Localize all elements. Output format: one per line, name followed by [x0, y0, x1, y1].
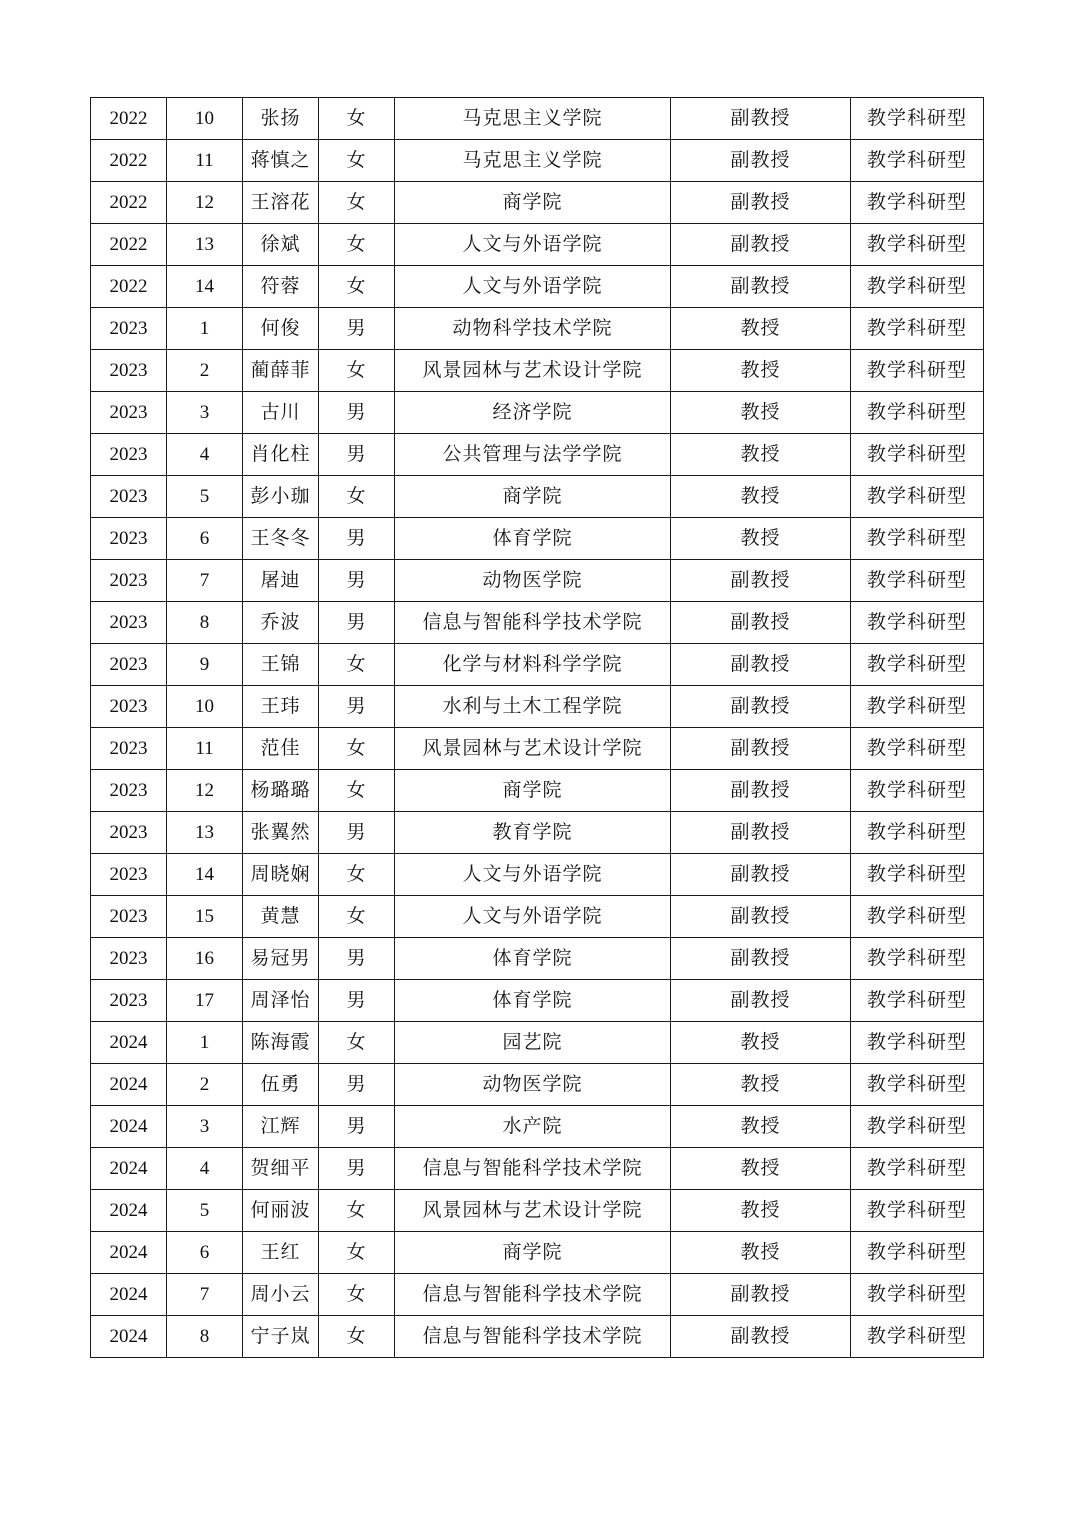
- cell-number: 5: [167, 1190, 243, 1232]
- cell-year: 2023: [91, 938, 167, 980]
- cell-year: 2022: [91, 224, 167, 266]
- cell-number: 5: [167, 476, 243, 518]
- table-row: [91, 686, 984, 728]
- cell-number: 16: [167, 938, 243, 980]
- cell-title: 副教授: [671, 770, 851, 812]
- cell-college: 马克思主义学院: [395, 98, 671, 140]
- cell-name: 王红: [243, 1232, 319, 1274]
- cell-college: 动物医学院: [395, 1064, 671, 1106]
- cell-name: 何丽波: [243, 1190, 319, 1232]
- cell-gender: 女: [319, 1316, 395, 1358]
- cell-title: 副教授: [671, 98, 851, 140]
- cell-year: 2023: [91, 476, 167, 518]
- cell-title: 副教授: [671, 560, 851, 602]
- cell-title: 教授: [671, 518, 851, 560]
- cell-college: 商学院: [395, 476, 671, 518]
- cell-title: 副教授: [671, 602, 851, 644]
- table-row: [91, 266, 984, 308]
- cell-college: 商学院: [395, 1232, 671, 1274]
- cell-name: 周泽怡: [243, 980, 319, 1022]
- cell-year: 2023: [91, 308, 167, 350]
- cell-year: 2023: [91, 728, 167, 770]
- cell-gender: 女: [319, 644, 395, 686]
- cell-name: 蔺薛菲: [243, 350, 319, 392]
- table-row: [91, 1316, 984, 1358]
- table-row: [91, 896, 984, 938]
- cell-year: 2023: [91, 602, 167, 644]
- cell-number: 2: [167, 1064, 243, 1106]
- cell-gender: 女: [319, 770, 395, 812]
- table-row: [91, 854, 984, 896]
- table-row: [91, 644, 984, 686]
- cell-type: 教学科研型: [851, 350, 984, 392]
- cell-college: 商学院: [395, 182, 671, 224]
- cell-gender: 女: [319, 1274, 395, 1316]
- cell-gender: 男: [319, 1064, 395, 1106]
- cell-title: 副教授: [671, 896, 851, 938]
- cell-college: 体育学院: [395, 980, 671, 1022]
- table-row: [91, 602, 984, 644]
- cell-year: 2023: [91, 434, 167, 476]
- cell-type: 教学科研型: [851, 98, 984, 140]
- cell-year: 2022: [91, 98, 167, 140]
- cell-type: 教学科研型: [851, 602, 984, 644]
- table-row: [91, 350, 984, 392]
- table-row: [91, 980, 984, 1022]
- table-row: [91, 518, 984, 560]
- cell-name: 王锦: [243, 644, 319, 686]
- cell-type: 教学科研型: [851, 182, 984, 224]
- cell-name: 张翼然: [243, 812, 319, 854]
- cell-title: 教授: [671, 1022, 851, 1064]
- cell-college: 人文与外语学院: [395, 854, 671, 896]
- cell-college: 信息与智能科学技术学院: [395, 1274, 671, 1316]
- cell-number: 13: [167, 224, 243, 266]
- cell-college: 信息与智能科学技术学院: [395, 1148, 671, 1190]
- cell-year: 2023: [91, 686, 167, 728]
- cell-name: 易冠男: [243, 938, 319, 980]
- cell-college: 体育学院: [395, 518, 671, 560]
- cell-gender: 女: [319, 896, 395, 938]
- cell-title: 副教授: [671, 140, 851, 182]
- table-row: [91, 938, 984, 980]
- table-row: [91, 98, 984, 140]
- cell-number: 3: [167, 1106, 243, 1148]
- cell-type: 教学科研型: [851, 1274, 984, 1316]
- cell-type: 教学科研型: [851, 1232, 984, 1274]
- cell-year: 2024: [91, 1232, 167, 1274]
- cell-name: 彭小珈: [243, 476, 319, 518]
- cell-type: 教学科研型: [851, 938, 984, 980]
- cell-name: 江辉: [243, 1106, 319, 1148]
- cell-year: 2023: [91, 980, 167, 1022]
- cell-number: 11: [167, 140, 243, 182]
- table-row: [91, 392, 984, 434]
- cell-type: 教学科研型: [851, 434, 984, 476]
- cell-name: 周晓娴: [243, 854, 319, 896]
- cell-number: 10: [167, 686, 243, 728]
- cell-number: 13: [167, 812, 243, 854]
- cell-gender: 女: [319, 350, 395, 392]
- cell-year: 2024: [91, 1190, 167, 1232]
- cell-college: 人文与外语学院: [395, 266, 671, 308]
- cell-number: 12: [167, 770, 243, 812]
- cell-gender: 女: [319, 224, 395, 266]
- cell-type: 教学科研型: [851, 1190, 984, 1232]
- table-row: [91, 770, 984, 812]
- cell-type: 教学科研型: [851, 1106, 984, 1148]
- cell-college: 教育学院: [395, 812, 671, 854]
- table-row: [91, 560, 984, 602]
- cell-type: 教学科研型: [851, 812, 984, 854]
- table-row: [91, 140, 984, 182]
- table-row: [91, 1106, 984, 1148]
- cell-number: 17: [167, 980, 243, 1022]
- cell-title: 教授: [671, 350, 851, 392]
- cell-gender: 男: [319, 938, 395, 980]
- cell-type: 教学科研型: [851, 392, 984, 434]
- cell-type: 教学科研型: [851, 644, 984, 686]
- cell-title: 副教授: [671, 728, 851, 770]
- cell-title: 教授: [671, 1148, 851, 1190]
- cell-name: 屠迪: [243, 560, 319, 602]
- cell-type: 教学科研型: [851, 308, 984, 350]
- cell-gender: 女: [319, 1022, 395, 1064]
- cell-year: 2023: [91, 392, 167, 434]
- table-row: [91, 308, 984, 350]
- cell-name: 宁子岚: [243, 1316, 319, 1358]
- cell-year: 2024: [91, 1316, 167, 1358]
- cell-college: 体育学院: [395, 938, 671, 980]
- cell-gender: 女: [319, 140, 395, 182]
- cell-name: 蒋慎之: [243, 140, 319, 182]
- cell-college: 化学与材料科学学院: [395, 644, 671, 686]
- cell-college: 公共管理与法学学院: [395, 434, 671, 476]
- cell-number: 7: [167, 560, 243, 602]
- cell-type: 教学科研型: [851, 476, 984, 518]
- cell-type: 教学科研型: [851, 224, 984, 266]
- cell-name: 何俊: [243, 308, 319, 350]
- cell-name: 王溶花: [243, 182, 319, 224]
- cell-type: 教学科研型: [851, 518, 984, 560]
- cell-number: 7: [167, 1274, 243, 1316]
- cell-gender: 女: [319, 854, 395, 896]
- cell-title: 教授: [671, 1232, 851, 1274]
- cell-college: 动物科学技术学院: [395, 308, 671, 350]
- cell-type: 教学科研型: [851, 1064, 984, 1106]
- cell-title: 副教授: [671, 854, 851, 896]
- cell-type: 教学科研型: [851, 854, 984, 896]
- cell-title: 副教授: [671, 266, 851, 308]
- cell-type: 教学科研型: [851, 560, 984, 602]
- cell-name: 伍勇: [243, 1064, 319, 1106]
- cell-number: 4: [167, 1148, 243, 1190]
- cell-gender: 男: [319, 812, 395, 854]
- cell-college: 水产院: [395, 1106, 671, 1148]
- cell-name: 张扬: [243, 98, 319, 140]
- cell-number: 3: [167, 392, 243, 434]
- cell-college: 信息与智能科学技术学院: [395, 602, 671, 644]
- cell-year: 2023: [91, 812, 167, 854]
- cell-number: 14: [167, 854, 243, 896]
- cell-name: 古川: [243, 392, 319, 434]
- cell-name: 肖化柱: [243, 434, 319, 476]
- cell-gender: 男: [319, 1106, 395, 1148]
- cell-type: 教学科研型: [851, 266, 984, 308]
- table-row: [91, 1190, 984, 1232]
- cell-number: 8: [167, 1316, 243, 1358]
- cell-year: 2024: [91, 1148, 167, 1190]
- cell-title: 副教授: [671, 938, 851, 980]
- cell-gender: 男: [319, 518, 395, 560]
- cell-name: 徐斌: [243, 224, 319, 266]
- cell-name: 王冬冬: [243, 518, 319, 560]
- table-row: [91, 434, 984, 476]
- table-row: [91, 728, 984, 770]
- cell-name: 符蓉: [243, 266, 319, 308]
- cell-college: 信息与智能科学技术学院: [395, 1316, 671, 1358]
- cell-college: 风景园林与艺术设计学院: [395, 1190, 671, 1232]
- table-row: [91, 224, 984, 266]
- cell-gender: 男: [319, 434, 395, 476]
- cell-gender: 女: [319, 476, 395, 518]
- cell-number: 1: [167, 1022, 243, 1064]
- cell-year: 2023: [91, 350, 167, 392]
- cell-number: 4: [167, 434, 243, 476]
- cell-title: 副教授: [671, 1274, 851, 1316]
- cell-gender: 女: [319, 728, 395, 770]
- cell-gender: 女: [319, 182, 395, 224]
- cell-college: 人文与外语学院: [395, 224, 671, 266]
- cell-year: 2022: [91, 140, 167, 182]
- faculty-roster-table: [90, 97, 984, 1358]
- cell-type: 教学科研型: [851, 980, 984, 1022]
- cell-type: 教学科研型: [851, 896, 984, 938]
- cell-year: 2024: [91, 1064, 167, 1106]
- table-row: [91, 1232, 984, 1274]
- cell-college: 经济学院: [395, 392, 671, 434]
- cell-title: 副教授: [671, 224, 851, 266]
- cell-type: 教学科研型: [851, 1316, 984, 1358]
- table-row: [91, 812, 984, 854]
- cell-title: 副教授: [671, 980, 851, 1022]
- cell-year: 2024: [91, 1274, 167, 1316]
- cell-year: 2023: [91, 518, 167, 560]
- table-row: [91, 1064, 984, 1106]
- cell-year: 2023: [91, 644, 167, 686]
- cell-gender: 女: [319, 1190, 395, 1232]
- cell-number: 8: [167, 602, 243, 644]
- cell-title: 教授: [671, 476, 851, 518]
- cell-name: 陈海霞: [243, 1022, 319, 1064]
- cell-number: 11: [167, 728, 243, 770]
- cell-type: 教学科研型: [851, 1022, 984, 1064]
- cell-college: 园艺院: [395, 1022, 671, 1064]
- table-row: [91, 476, 984, 518]
- cell-college: 商学院: [395, 770, 671, 812]
- cell-year: 2022: [91, 182, 167, 224]
- table-row: [91, 182, 984, 224]
- roster-table-body: [91, 98, 984, 1358]
- cell-number: 6: [167, 1232, 243, 1274]
- cell-title: 副教授: [671, 812, 851, 854]
- cell-title: 副教授: [671, 686, 851, 728]
- cell-name: 周小云: [243, 1274, 319, 1316]
- cell-year: 2024: [91, 1106, 167, 1148]
- cell-gender: 女: [319, 98, 395, 140]
- cell-type: 教学科研型: [851, 1148, 984, 1190]
- cell-name: 杨璐璐: [243, 770, 319, 812]
- table-row: [91, 1022, 984, 1064]
- cell-gender: 男: [319, 308, 395, 350]
- cell-type: 教学科研型: [851, 686, 984, 728]
- cell-gender: 男: [319, 980, 395, 1022]
- cell-number: 6: [167, 518, 243, 560]
- cell-title: 副教授: [671, 644, 851, 686]
- cell-gender: 女: [319, 266, 395, 308]
- cell-title: 副教授: [671, 182, 851, 224]
- cell-year: 2022: [91, 266, 167, 308]
- cell-number: 2: [167, 350, 243, 392]
- cell-name: 黄慧: [243, 896, 319, 938]
- cell-number: 10: [167, 98, 243, 140]
- cell-title: 教授: [671, 308, 851, 350]
- cell-college: 风景园林与艺术设计学院: [395, 728, 671, 770]
- cell-college: 动物医学院: [395, 560, 671, 602]
- cell-number: 9: [167, 644, 243, 686]
- cell-gender: 男: [319, 602, 395, 644]
- cell-gender: 男: [319, 560, 395, 602]
- cell-college: 人文与外语学院: [395, 896, 671, 938]
- cell-year: 2023: [91, 770, 167, 812]
- cell-title: 副教授: [671, 1316, 851, 1358]
- cell-title: 教授: [671, 1190, 851, 1232]
- cell-number: 12: [167, 182, 243, 224]
- cell-number: 15: [167, 896, 243, 938]
- cell-name: 范佳: [243, 728, 319, 770]
- cell-gender: 女: [319, 1232, 395, 1274]
- cell-college: 风景园林与艺术设计学院: [395, 350, 671, 392]
- cell-year: 2023: [91, 854, 167, 896]
- cell-name: 王玮: [243, 686, 319, 728]
- table-row: [91, 1274, 984, 1316]
- cell-type: 教学科研型: [851, 770, 984, 812]
- cell-type: 教学科研型: [851, 140, 984, 182]
- cell-gender: 男: [319, 686, 395, 728]
- cell-college: 马克思主义学院: [395, 140, 671, 182]
- cell-gender: 男: [319, 1148, 395, 1190]
- cell-year: 2024: [91, 1022, 167, 1064]
- cell-year: 2023: [91, 560, 167, 602]
- cell-college: 水利与土木工程学院: [395, 686, 671, 728]
- cell-title: 教授: [671, 392, 851, 434]
- cell-title: 教授: [671, 1106, 851, 1148]
- cell-number: 14: [167, 266, 243, 308]
- cell-number: 1: [167, 308, 243, 350]
- cell-name: 乔波: [243, 602, 319, 644]
- cell-title: 教授: [671, 434, 851, 476]
- cell-title: 教授: [671, 1064, 851, 1106]
- table-row: [91, 1148, 984, 1190]
- cell-gender: 男: [319, 392, 395, 434]
- cell-type: 教学科研型: [851, 728, 984, 770]
- cell-year: 2023: [91, 896, 167, 938]
- cell-name: 贺细平: [243, 1148, 319, 1190]
